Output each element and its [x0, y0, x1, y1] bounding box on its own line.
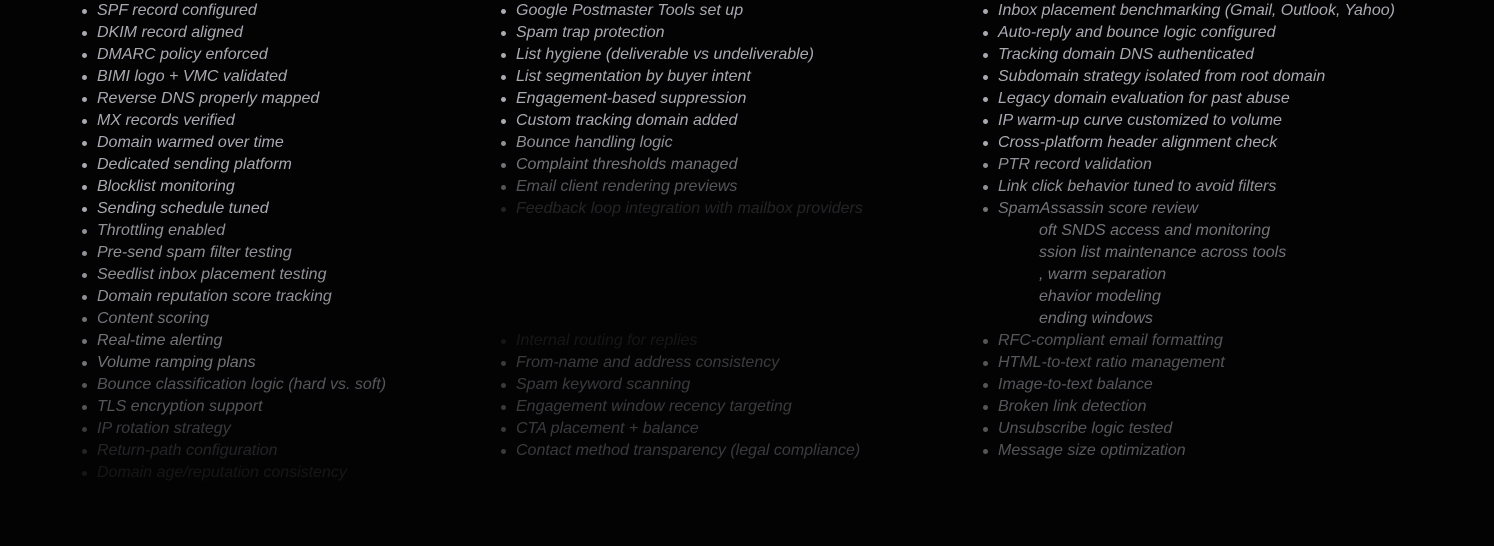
list-item — [981, 44, 1395, 66]
bullet-icon — [82, 229, 87, 234]
list-item-label: ehavior modeling — [1039, 288, 1161, 305]
list-item — [80, 242, 386, 264]
list-item-label: Custom tracking domain added — [516, 112, 738, 129]
list-item-label: Dedicated sending platform — [97, 156, 292, 173]
bullet-icon — [82, 141, 87, 146]
bullet-icon — [983, 119, 988, 124]
list-item — [981, 220, 1395, 242]
bullet-icon — [983, 141, 988, 146]
list-item — [981, 264, 1395, 286]
list-item — [499, 352, 863, 374]
list-item-label: Google Postmaster Tools set up — [516, 2, 744, 19]
list-item-label: SPF record configured — [97, 2, 257, 19]
list-item — [80, 330, 386, 352]
list-item-label: PTR record validation — [998, 156, 1152, 173]
bullet-icon — [82, 317, 87, 322]
list-item — [981, 286, 1395, 308]
bullet-icon — [983, 31, 988, 36]
list-item-label: Subdomain strategy isolated from root domain — [998, 68, 1326, 85]
list-item-label: Image-to-text balance — [998, 376, 1153, 393]
bullet-icon — [983, 207, 988, 212]
list-item — [80, 220, 386, 242]
list-item-label: Contact method transparency (legal compliance) — [516, 442, 861, 459]
list-item — [499, 176, 863, 198]
list-item-label: Tracking domain DNS authenticated — [998, 46, 1254, 63]
list-item — [499, 22, 863, 44]
bullet-icon — [983, 361, 988, 366]
list-item — [80, 462, 386, 484]
list-item-label: Blocklist monitoring — [97, 178, 235, 195]
list-item — [80, 110, 386, 132]
list-item-label: Broken link detection — [998, 398, 1147, 415]
bullet-icon — [983, 185, 988, 190]
list-item — [981, 132, 1395, 154]
list-item-label: oft SNDS access and monitoring — [1039, 222, 1271, 239]
list-item — [80, 198, 386, 220]
list-item-label: ending windows — [1039, 310, 1153, 327]
list-item-label: IP rotation strategy — [97, 420, 231, 437]
list-item-label: Throttling enabled — [97, 222, 226, 239]
list-item — [499, 0, 863, 22]
list-item-label: Feedback loop integration with mailbox providers — [516, 200, 863, 217]
bullet-icon — [82, 9, 87, 14]
bullet-icon — [501, 383, 506, 388]
list-item-label: Volume ramping plans — [97, 354, 256, 371]
list-item — [80, 418, 386, 440]
bullet-icon — [82, 119, 87, 124]
list-item-label: Engagement window recency targeting — [516, 398, 792, 415]
list-item — [981, 154, 1395, 176]
bullet-icon — [501, 9, 506, 14]
list-item-label: Complaint thresholds managed — [516, 156, 738, 173]
list-item — [80, 374, 386, 396]
list-item-label: Domain reputation score tracking — [97, 288, 332, 305]
bullet-icon — [82, 75, 87, 80]
bullet-icon — [82, 97, 87, 102]
list-item-label: List segmentation by buyer intent — [516, 68, 751, 85]
checklist-column-2 — [499, 0, 863, 462]
bullet-icon — [983, 427, 988, 432]
list-item — [981, 176, 1395, 198]
bullet-icon — [501, 141, 506, 146]
list-item — [80, 66, 386, 88]
list-item — [981, 352, 1395, 374]
list-item — [981, 440, 1395, 462]
list-item — [981, 66, 1395, 88]
list-item-label: List hygiene (deliverable vs undeliverable) — [516, 46, 814, 63]
list-item-label: Spam trap protection — [516, 24, 665, 41]
bullet-icon — [983, 53, 988, 58]
list-item-label: Email client rendering previews — [516, 178, 738, 195]
checklist-column-3 — [981, 0, 1395, 462]
bullet-icon — [82, 163, 87, 168]
bullet-icon — [501, 119, 506, 124]
bullet-icon — [501, 185, 506, 190]
bullet-icon — [501, 361, 506, 366]
list-item-label: Internal routing for replies — [516, 332, 698, 349]
bullet-icon — [501, 163, 506, 168]
list-item — [981, 374, 1395, 396]
bullet-icon — [82, 405, 87, 410]
list-item — [499, 374, 863, 396]
bullet-icon — [501, 53, 506, 58]
bullet-icon — [82, 251, 87, 256]
list-item — [80, 0, 386, 22]
list-item-label: Seedlist inbox placement testing — [97, 266, 327, 283]
list-item — [499, 418, 863, 440]
list-item — [981, 110, 1395, 132]
list-item — [499, 154, 863, 176]
list-item — [499, 44, 863, 66]
list-item-label: Message size optimization — [998, 442, 1186, 459]
list-item — [981, 198, 1395, 220]
checklist-column-1 — [80, 0, 386, 484]
list-item-label: Cross-platform header alignment check — [998, 134, 1278, 151]
list-item-label: DKIM record aligned — [97, 24, 243, 41]
bullet-icon — [82, 471, 87, 476]
list-item — [499, 66, 863, 88]
list-item-label: Link click behavior tuned to avoid filters — [998, 178, 1277, 195]
list-item — [80, 286, 386, 308]
list-item — [981, 418, 1395, 440]
list-item — [80, 132, 386, 154]
bullet-icon — [501, 427, 506, 432]
list-item-label: Unsubscribe logic tested — [998, 420, 1173, 437]
bullet-icon — [501, 31, 506, 36]
bullet-icon — [501, 405, 506, 410]
bullet-icon — [983, 163, 988, 168]
list-item-label: BIMI logo + VMC validated — [97, 68, 287, 85]
list-item-label: Domain warmed over time — [97, 134, 284, 151]
bullet-icon — [82, 361, 87, 366]
list-item-label: Real-time alerting — [97, 332, 223, 349]
list-item-label: Domain age/reputation consistency — [97, 464, 347, 481]
bullet-icon — [82, 339, 87, 344]
list-item-label: RFC-compliant email formatting — [998, 332, 1223, 349]
list-item-label: Return-path configuration — [97, 442, 278, 459]
bullet-icon — [983, 405, 988, 410]
list-item — [80, 396, 386, 418]
list-item-label: Engagement-based suppression — [516, 90, 747, 107]
list-item-label: Bounce handling logic — [516, 134, 673, 151]
list-item — [80, 352, 386, 374]
list-item — [80, 88, 386, 110]
list-item-label: , warm separation — [1039, 266, 1167, 283]
bullet-icon — [82, 295, 87, 300]
list-item — [80, 154, 386, 176]
list-item-label: Pre-send spam filter testing — [97, 244, 292, 261]
bullet-icon — [82, 31, 87, 36]
list-item — [981, 0, 1395, 22]
list-item — [981, 330, 1395, 352]
list-item — [80, 308, 386, 330]
bullet-icon — [983, 9, 988, 14]
list-item-label: Bounce classification logic (hard vs. soft) — [97, 376, 387, 393]
bullet-icon — [983, 339, 988, 344]
list-item — [499, 440, 863, 462]
list-item-label: IP warm-up curve customized to volume — [998, 112, 1282, 129]
list-item — [80, 264, 386, 286]
bullet-icon — [501, 97, 506, 102]
list-item-label: HTML-to-text ratio management — [998, 354, 1225, 371]
list-item — [499, 330, 863, 352]
bullet-icon — [983, 75, 988, 80]
list-item-label: Spam keyword scanning — [516, 376, 691, 393]
list-item — [981, 308, 1395, 330]
bullet-icon — [82, 383, 87, 388]
list-item-label: From-name and address consistency — [516, 354, 780, 371]
list-item — [80, 176, 386, 198]
list-item — [80, 22, 386, 44]
list-item — [499, 88, 863, 110]
bullet-icon — [501, 75, 506, 80]
bullet-icon — [501, 449, 506, 454]
list-item — [981, 22, 1395, 44]
list-item-label: Auto-reply and bounce logic configured — [998, 24, 1276, 41]
bullet-icon — [82, 273, 87, 278]
bullet-icon — [501, 207, 506, 212]
list-item-label: DMARC policy enforced — [97, 46, 268, 63]
list-item — [80, 44, 386, 66]
list-item-label: Sending schedule tuned — [97, 200, 269, 217]
list-item — [499, 132, 863, 154]
list-item-label: MX records verified — [97, 112, 235, 129]
list-item-label: Content scoring — [97, 310, 210, 327]
list-item-label: Reverse DNS properly mapped — [97, 90, 320, 107]
list-item-label: TLS encryption support — [97, 398, 263, 415]
bullet-icon — [501, 339, 506, 344]
list-item — [499, 198, 863, 220]
list-item — [499, 110, 863, 132]
bullet-icon — [82, 427, 87, 432]
bullet-icon — [82, 449, 87, 454]
list-item-label: Legacy domain evaluation for past abuse — [998, 90, 1290, 107]
list-item — [80, 440, 386, 462]
bullet-icon — [983, 383, 988, 388]
bullet-icon — [82, 185, 87, 190]
list-item-label: SpamAssassin score review — [998, 200, 1199, 217]
bullet-icon — [82, 207, 87, 212]
list-item — [499, 396, 863, 418]
list-item-label: Inbox placement benchmarking (Gmail, Outlook, Yahoo) — [998, 2, 1395, 19]
bullet-icon — [983, 97, 988, 102]
bullet-icon — [983, 449, 988, 454]
list-item-label: ssion list maintenance across tools — [1039, 244, 1287, 261]
list-item-label: CTA placement + balance — [516, 420, 699, 437]
bullet-icon — [82, 53, 87, 58]
list-item — [981, 396, 1395, 418]
list-item — [981, 242, 1395, 264]
list-item — [981, 88, 1395, 110]
